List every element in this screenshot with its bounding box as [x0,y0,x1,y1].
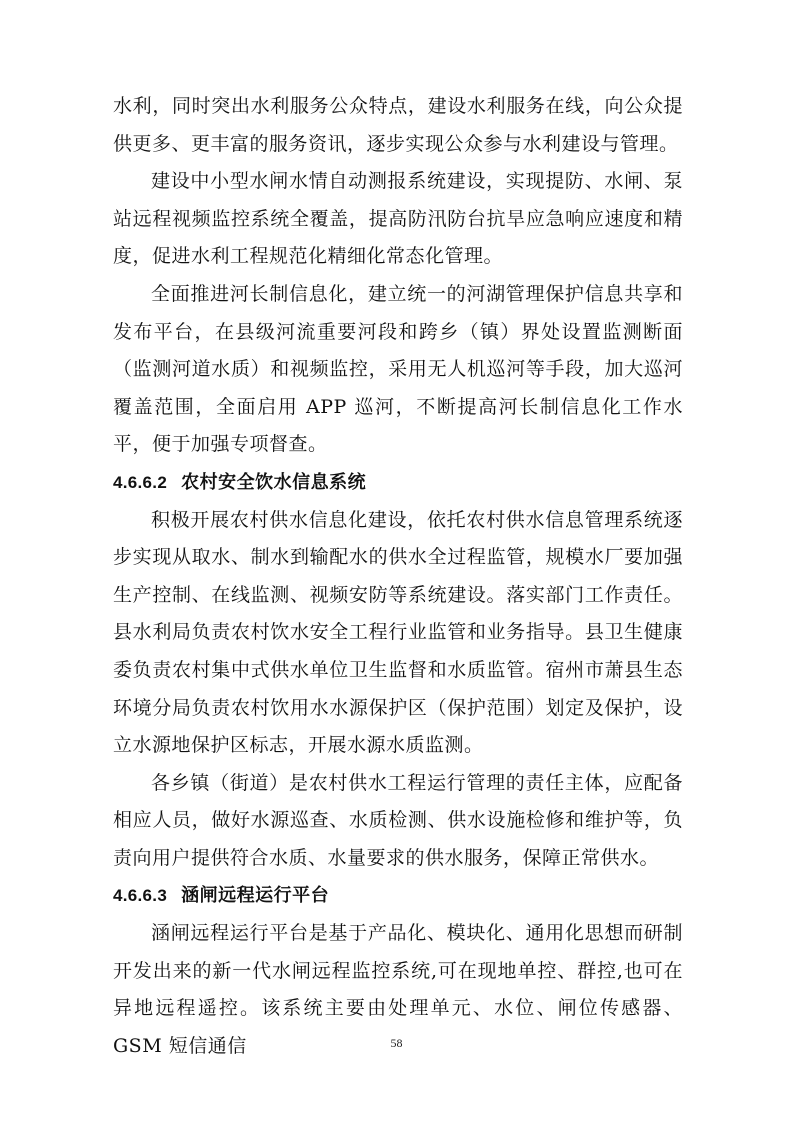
paragraph-sluice-monitoring: 建设中小型水闸水情自动测报系统建设，实现提防、水闸、泵站远程视频监控系统全覆盖，提高防汛防台抗旱应急响应速度和精度，促进水利工程规范化精细化常态化管理。 [113,170,683,268]
section-heading-sluice-remote-platform [113,877,683,915]
paragraph-public-water-services: 水利，同时突出水利服务公众特点，建设水利服务在线，向公众提供更多、更丰富的服务资讯，逐步实现公众参与水利建设与管理。 [113,95,683,155]
section-heading-rural-water-safety [113,464,683,502]
section-number: 4.6.6.3 [113,886,168,906]
paragraph-township-responsibility: 各乡镇（街道）是农村供水工程运行管理的责任主体，应配备相应人员，做好水源巡查、水质检测、供水设施检修和维护等，负责向用户提供符合水质、水量要求的供水服务，保障正常供水。 [113,771,683,869]
page-body [113,88,683,1065]
section-title: 涵闸远程运行平台 [181,885,330,907]
page-number: 58 [390,1036,403,1050]
section-title: 农村安全饮水信息系统 [181,471,367,493]
paragraph-rural-water-informatization: 积极开展农村供水信息化建设，依托农村供水信息管理系统逐步实现从取水、制水到输配水的供水全过程监管，规模水厂要加强生产控制、在线监测、视频安防等系统建设。落实部门工作责任。县水利局负责农村饮水安全工程行业监管和业务指导。县卫生健康委负责农村集中式供水单位卫生监督和水质监管。宿州市萧县生态环境分局负责农村饮用水水源保护区（保护范围）划定及保护，设立水源地保护区标志，开展水源水质监测。 [113,508,683,757]
section-number: 4.6.6.2 [113,472,168,492]
paragraph-river-chief-informatization: 全面推进河长制信息化，建立统一的河湖管理保护信息共享和发布平台，在县级河流重要河段和跨乡（镇）界处设置监测断面（监测河道水质）和视频监控，采用无人机巡河等手段，加大巡河覆盖范围，全面启用 APP 巡河，不断提高河长制信息化工作水平，便于加强专项督查。 [113,282,683,456]
paragraph-sluice-remote-platform: 涵闸远程运行平台是基于产品化、模块化、通用化思想而研制开发出来的新一代水闸远程监控系统,可在现地单控、群控,也可在异地远程遥控。该系统主要由处理单元、水位、闸位传感器、GSM 短信通信 [113,922,683,1057]
